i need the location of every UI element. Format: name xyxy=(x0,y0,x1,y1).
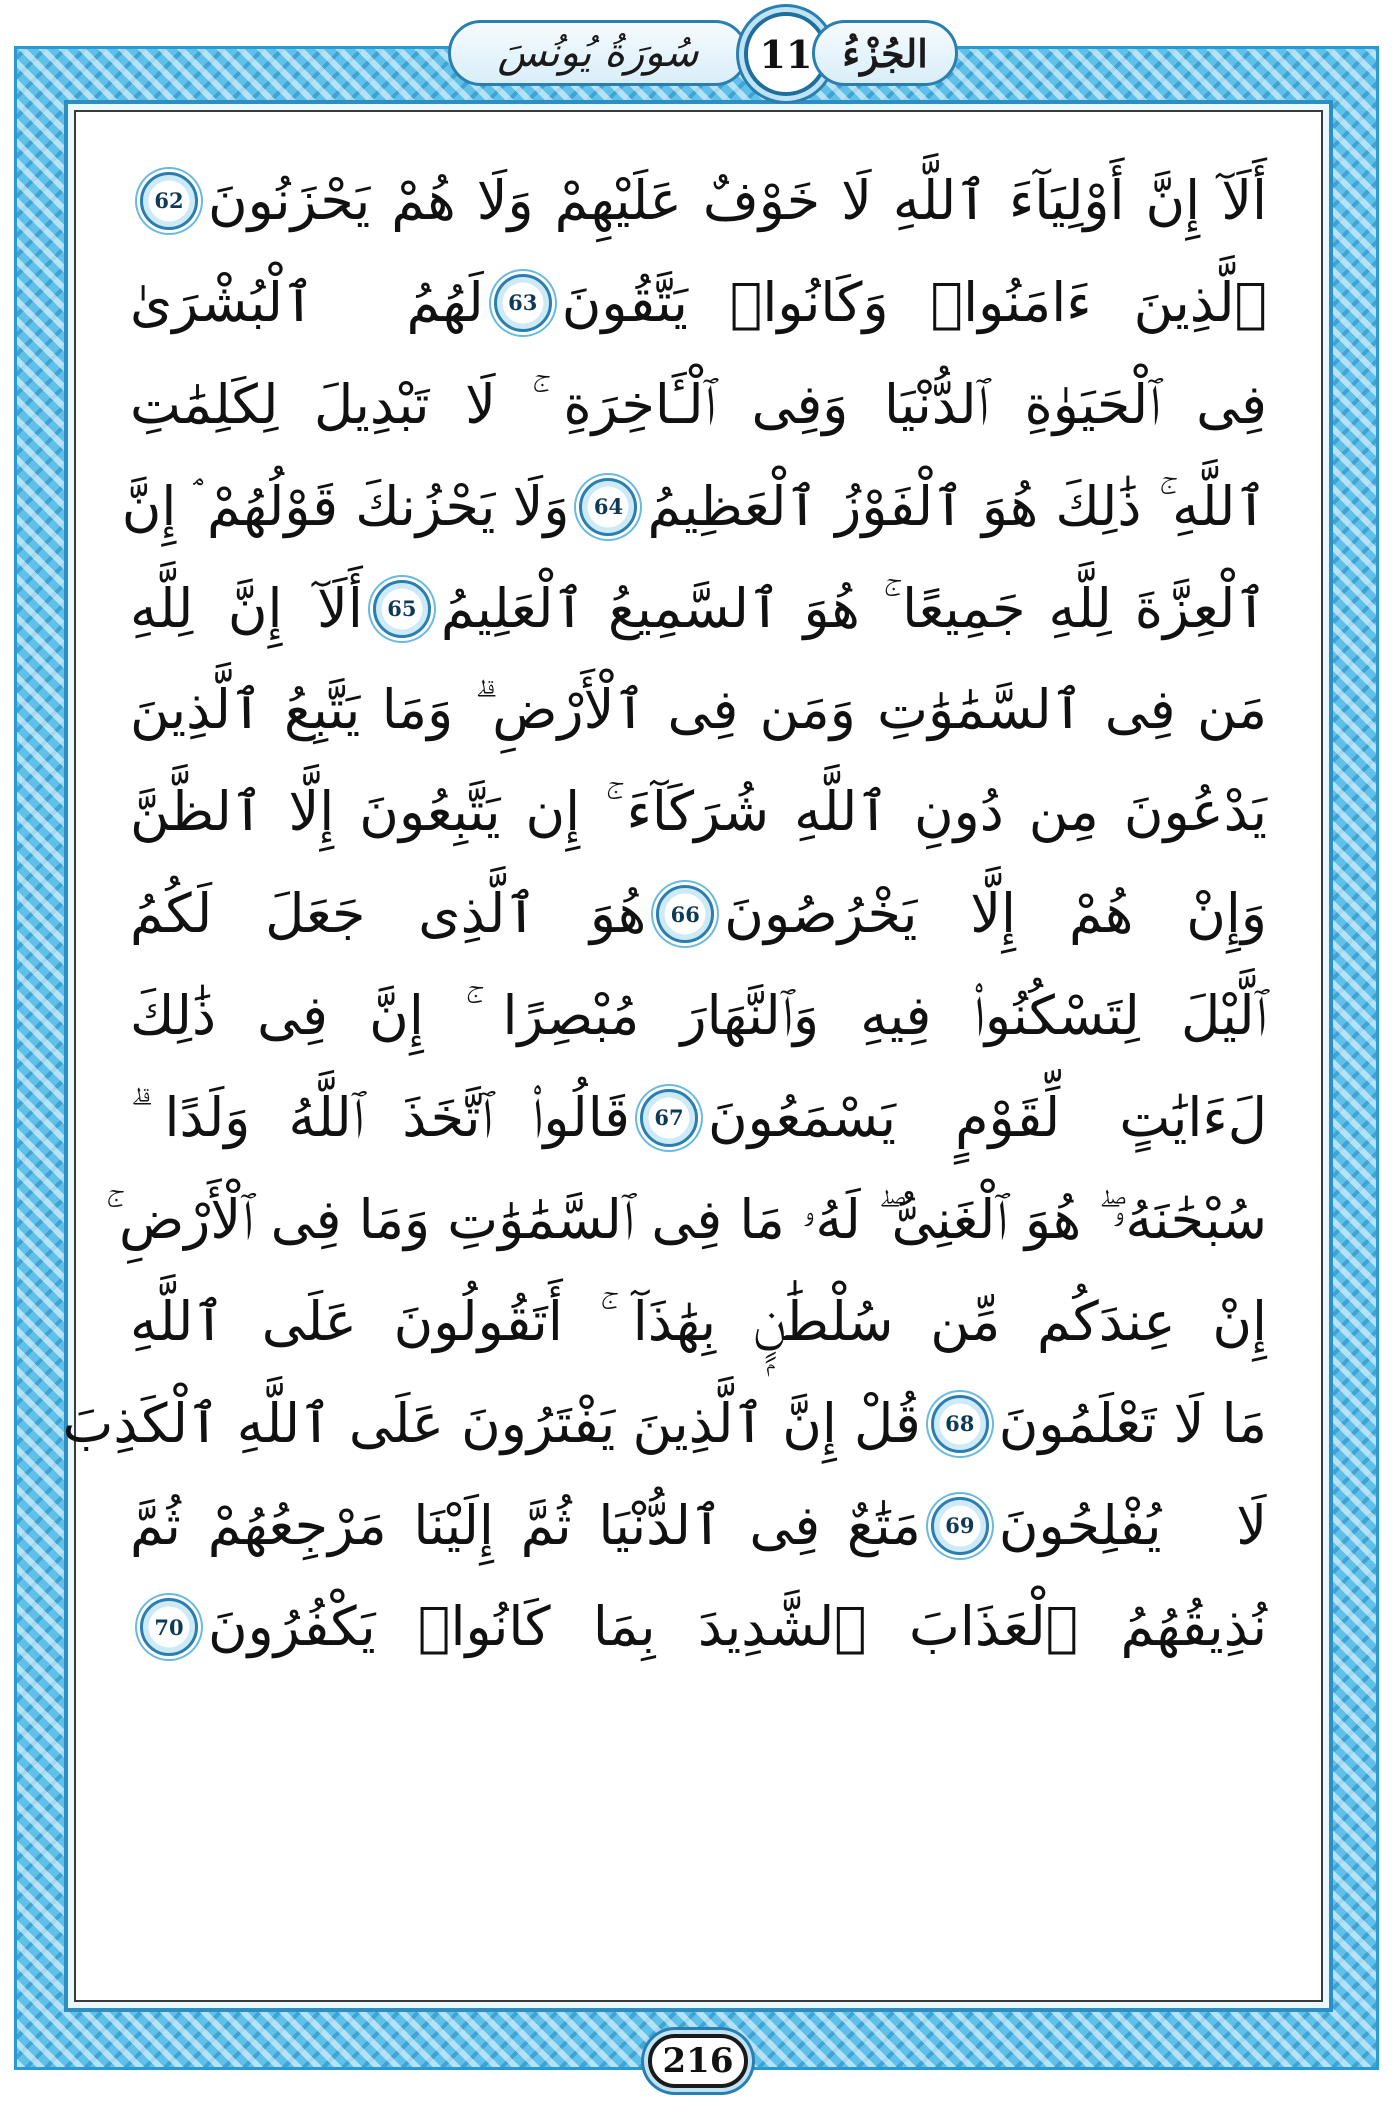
verse-line xyxy=(62,1373,1267,1475)
verse-text: هُوَ ٱلَّذِى جَعَلَ لَكُمُ xyxy=(129,882,647,946)
verse-text: ٱلْعِزَّةَ لِلَّهِ جَمِيعًا ۚ هُوَ ٱلسَّمِيعُ ٱلْعَلِيمُ xyxy=(440,576,1267,640)
juz-number-badge: 11 xyxy=(744,12,828,96)
page-number: 216 xyxy=(648,2034,748,2088)
verse-text: يَدْعُونَ مِن دُونِ ٱللَّهِ شُرَكَآءَ ۚ إِن يَتَّبِعُونَ إِلَّا ٱلظَّنَّ xyxy=(130,780,1267,844)
ayah-number-marker: 68 xyxy=(931,1395,989,1453)
verse-line xyxy=(130,1067,1267,1169)
juz-label-plaque: الجُزْءُ xyxy=(812,20,958,86)
verse-line xyxy=(130,354,1267,456)
verse-text: نُذِيقُهُمُ ٱلْعَذَابَ ٱلشَّدِيدَ بِمَا كَانُوا۟ يَكْفُرُونَ xyxy=(208,1595,1267,1659)
verse-text: أَلَآ إِنَّ لِلَّهِ xyxy=(130,576,363,640)
ayah-number-marker: 64 xyxy=(579,478,637,536)
verse-line xyxy=(121,456,1267,558)
verse-text: مَتَٰعٌ فِى ٱلدُّنْيَا ثُمَّ إِلَيْنَا مَرْجِعُهُمْ ثُمَّ xyxy=(129,1493,921,1557)
verse-line xyxy=(130,252,1267,354)
verse-text: لَءَايَٰتٍ لِّقَوْمٍ يَسْمَعُونَ xyxy=(707,1085,1267,1149)
verse-text: لَهُمُ ٱلْبُشْرَىٰ xyxy=(129,270,484,334)
surah-name-plaque: سُورَةُ يُونُسَ xyxy=(448,20,748,86)
verse-text: لَا يُفْلِحُونَ xyxy=(998,1493,1267,1557)
verse-text: سُبْحَٰنَهُۥ ۖ هُوَ ٱلْغَنِىُّ ۖ لَهُۥ مَا فِى ٱلسَّمَٰوَٰتِ وَمَا فِى ٱلْأَرْضِ ۚ xyxy=(105,1187,1267,1251)
ayah-number-marker: 67 xyxy=(640,1089,698,1147)
ayah-number-marker: 69 xyxy=(931,1497,989,1555)
ayah-number-marker: 66 xyxy=(656,885,714,943)
verse-text: ٱللَّهِ ۚ ذَٰلِكَ هُوَ ٱلْفَوْزُ ٱلْعَظِيمُ xyxy=(647,474,1267,538)
verse-line xyxy=(130,150,1267,252)
ayah-number-marker: 65 xyxy=(373,580,431,638)
verse-line xyxy=(130,659,1267,761)
verse-text: مَا لَا تَعْلَمُونَ xyxy=(998,1391,1267,1455)
verse-lines xyxy=(62,150,1267,1985)
ayah-number-marker: 62 xyxy=(140,172,198,230)
verse-text: قَالُوا۟ ٱتَّخَذَ ٱللَّهُ وَلَدًا ۗ xyxy=(130,1085,630,1149)
ayah-number-marker: 63 xyxy=(494,274,552,332)
verse-line xyxy=(130,761,1267,863)
verse-text: قُلْ إِنَّ ٱلَّذِينَ يَفْتَرُونَ عَلَى ٱللَّهِ ٱلْكَذِبَ xyxy=(62,1391,921,1455)
verse-line xyxy=(130,965,1267,1067)
verse-text: أَلَآ إِنَّ أَوْلِيَآءَ ٱللَّهِ لَا خَوْفٌ عَلَيْهِمْ وَلَا هُمْ يَحْزَنُونَ xyxy=(208,168,1267,232)
verse-text: فِى ٱلْحَيَوٰةِ ٱلدُّنْيَا وَفِى ٱلْـَٔاخِرَةِ ۚ لَا تَبْدِيلَ لِكَلِمَٰتِ xyxy=(130,372,1267,436)
verse-line xyxy=(130,558,1267,660)
verse-line xyxy=(130,1475,1267,1577)
verse-line xyxy=(130,1271,1267,1373)
ayah-number-marker: 70 xyxy=(140,1598,198,1656)
verse-line xyxy=(130,863,1267,965)
verse-text: مَن فِى ٱلسَّمَٰوَٰتِ وَمَن فِى ٱلْأَرْضِ ۗ وَمَا يَتَّبِعُ ٱلَّذِينَ xyxy=(130,678,1267,742)
verse-text: إِنْ عِندَكُم مِّن سُلْطَٰنٍۭ بِهَٰذَآ ۚ أَتَقُولُونَ عَلَى ٱللَّهِ xyxy=(130,1289,1267,1353)
verse-text: ٱلَّذِينَ ءَامَنُوا۟ وَكَانُوا۟ يَتَّقُونَ xyxy=(561,270,1267,334)
verse-line xyxy=(105,1169,1267,1271)
verse-text: ٱلَّيْلَ لِتَسْكُنُوا۟ فِيهِ وَٱلنَّهَارَ مُبْصِرًا ۚ إِنَّ فِى ذَٰلِكَ xyxy=(130,984,1267,1048)
verse-text: وَإِنْ هُمْ إِلَّا يَخْرُصُونَ xyxy=(724,882,1267,946)
page-header xyxy=(0,8,1397,98)
verse-text: وَلَا يَحْزُنكَ قَوْلُهُمْ ۘ إِنَّ xyxy=(121,474,570,538)
verse-line xyxy=(130,1576,1267,1678)
